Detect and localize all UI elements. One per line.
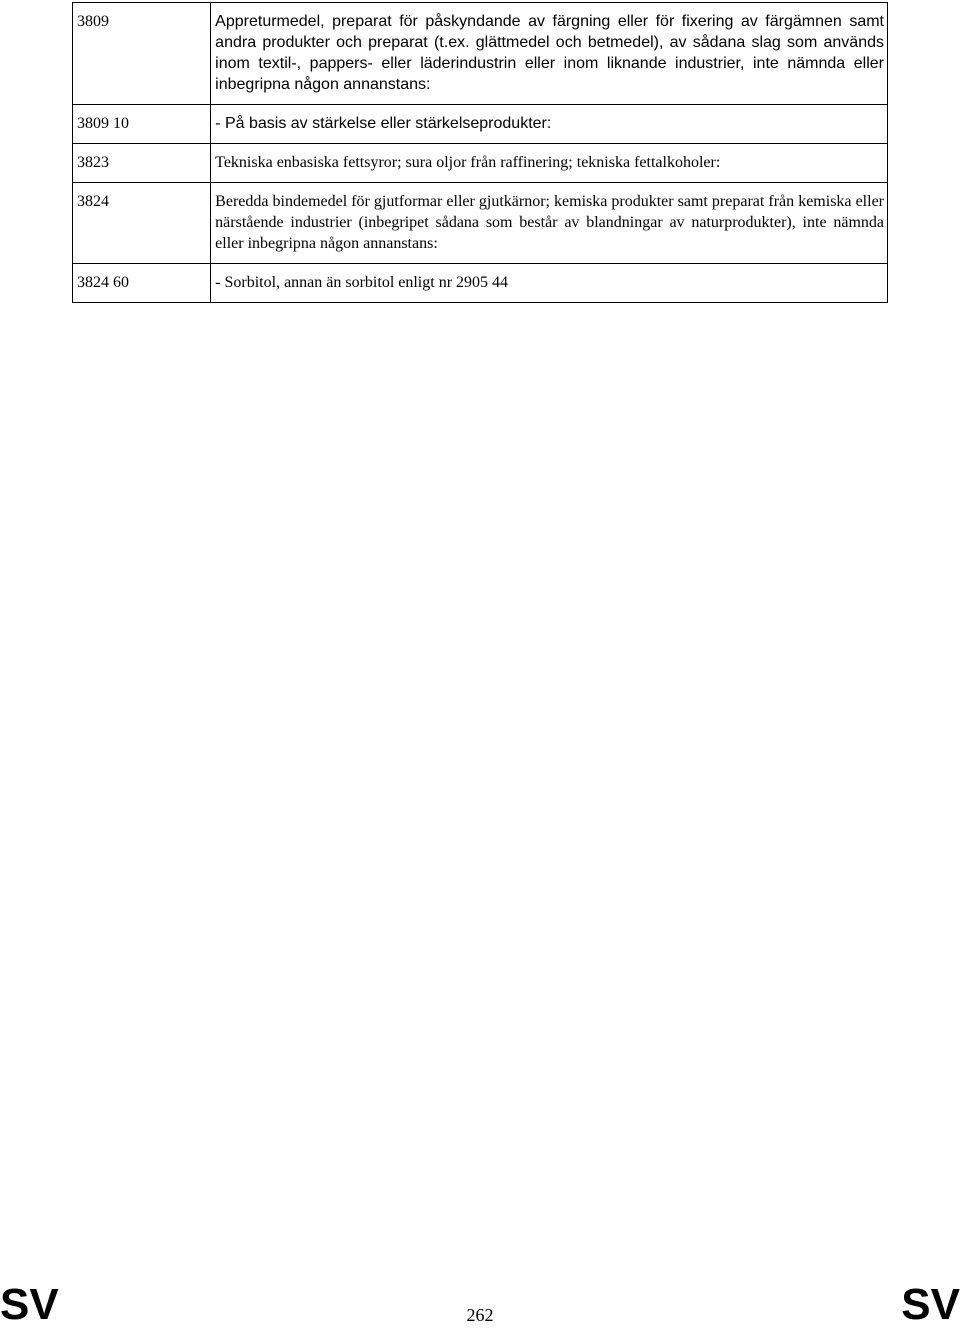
tariff-table xyxy=(72,2,888,303)
tariff-description: - På basis av stärkelse eller stärkelseprodukter: xyxy=(211,105,888,144)
tariff-description: Appreturmedel, preparat för påskyndande av färgning eller för fixering av färgämnen samt andra produkter och preparat (t.ex. glättmedel och betmedel), av sådana slag som används inom textil-, pappers- eller läderindustrin eller inom liknande industrier, inte nämnda eller inbegripna någon annanstans: xyxy=(211,3,888,105)
table-row xyxy=(73,3,888,105)
tariff-code: 3824 60 xyxy=(73,264,211,303)
tariff-description: Tekniska enbasiska fettsyror; sura oljor från raffinering; tekniska fettalkoholer: xyxy=(211,144,888,183)
tariff-code: 3824 xyxy=(73,183,211,264)
table-row xyxy=(73,264,888,303)
language-code-left: SV xyxy=(0,1280,59,1329)
tariff-description: Beredda bindemedel för gjutformar eller gjutkärnor; kemiska produkter samt preparat från kemiska eller närstående industrier (inbegripet sådana som består av blandningar av naturprodukter), inte nämnda eller inbegripna någon annanstans: xyxy=(211,183,888,264)
page-number: 262 xyxy=(466,1305,494,1325)
tariff-code: 3809 xyxy=(73,3,211,105)
table-row xyxy=(73,144,888,183)
tariff-code: 3809 10 xyxy=(73,105,211,144)
tariff-code: 3823 xyxy=(73,144,211,183)
table-row xyxy=(73,105,888,144)
tariff-description: - Sorbitol, annan än sorbitol enligt nr 2905 44 xyxy=(211,264,888,303)
table-row xyxy=(73,183,888,264)
language-code-right: SV xyxy=(901,1280,960,1329)
